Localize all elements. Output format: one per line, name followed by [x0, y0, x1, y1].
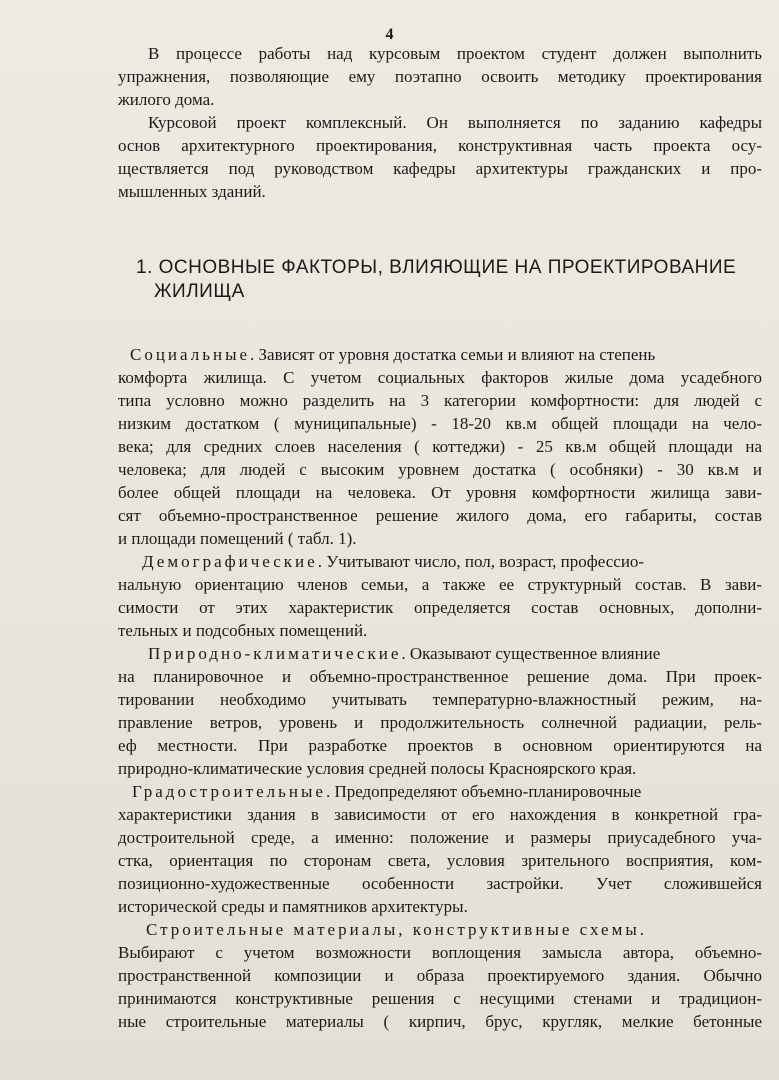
social-line: более общей площади на человека. От уровня комфортности жилища зави- — [118, 483, 762, 502]
urban-line: стка, ориентация по сторонам света, условия зрительного восприятия, ком- — [118, 851, 762, 870]
intro-line: Курсовой проект комплексный. Он выполняется по заданию кафедры — [148, 113, 762, 132]
materials-line: ные строительные материалы ( кирпич, брус, кругляк, мелкие бетонные — [118, 1012, 762, 1031]
social-text: . Зависят от уровня достатка семьи и влияют на степень — [250, 345, 656, 364]
demographic-line: нальную ориентацию членов семьи, а также ее структурный состав. В зави- — [118, 575, 762, 594]
climatic-line: природно-климатические условия средней полосы Красноярского края. — [118, 759, 637, 778]
materials-line: принимаются конструктивные решения с несущими стенами и традицион- — [118, 989, 762, 1008]
demographic-line: симости от этих характеристик определяется состав основных, дополни- — [118, 598, 762, 617]
urban-line: характеристики здания в зависимости от его нахождения в конкретной гра- — [118, 805, 762, 824]
urban-text: . Предопределяют объемно-планировочные — [325, 782, 642, 801]
intro-line: ществляется под руководством кафедры архитектуры гражданских и про- — [118, 159, 762, 178]
social-first-line — [130, 345, 762, 365]
intro-line: упражнения, позволяющие ему поэтапно освоить методику проектирования — [118, 67, 762, 86]
climatic-text: . Оказывают существенное влияние — [401, 644, 661, 663]
social-line: низким достатком ( муниципальные) - 18-20 кв.м общей площади на чело- — [118, 414, 762, 433]
climatic-line: тировании необходимо учитывать температурно-влажностный режим, на- — [118, 690, 762, 709]
term-demographic: Демографические — [142, 552, 318, 571]
urban-line: исторической среды и памятников архитектуры. — [118, 897, 468, 916]
social-line: и площади помещений ( табл. 1). — [118, 529, 357, 548]
climatic-line: правление ветров, уровень и продолжительность солнечной радиации, рель- — [118, 713, 762, 732]
intro-line: мышленных зданий. — [118, 182, 266, 201]
materials-line: Выбирают с учетом возможности воплощения замысла автора, объемно- — [118, 943, 762, 962]
term-social: Социальные — [130, 345, 251, 364]
demographic-first-line — [142, 552, 644, 572]
social-line: комфорта жилища. С учетом социальных факторов жилые дома усадебного — [118, 368, 762, 387]
page-number: 4 — [385, 26, 394, 43]
materials-first-line — [146, 920, 644, 940]
urban-line: позиционно-художественные особенности застройки. Учет сложившейся — [118, 874, 762, 893]
social-line: века; для средних слоев населения ( коттеджи) - 25 кв.м общей площади на — [118, 437, 762, 456]
materials-text: . — [639, 920, 645, 939]
demographic-line: тельных и подсобных помещений. — [118, 621, 368, 640]
climatic-line: еф местности. При разработке проектов в основном ориентируются на — [118, 736, 762, 755]
social-line: человека; для людей с высоким уровнем достатка ( особняки) - 30 кв.м и — [118, 460, 762, 479]
term-climatic: Природно-климатические — [148, 644, 402, 663]
section-heading: 1. ОСНОВНЫЕ ФАКТОРЫ, ВЛИЯЮЩИЕ НА ПРОЕКТИРОВАНИЕ — [136, 257, 737, 278]
section-heading-cont: ЖИЛИЩА — [154, 281, 245, 302]
demographic-text: . Учитывают число, пол, возраст, профессио- — [317, 552, 645, 571]
climatic-first-line — [148, 644, 660, 664]
intro-line: В процессе работы над курсовым проектом студент должен выполнить — [148, 44, 762, 63]
term-materials: Строительные материалы, конструктивные схемы — [146, 920, 640, 939]
intro-line: жилого дома. — [118, 90, 215, 109]
social-line: типа условно можно разделить на 3 категории комфортности: для людей с — [118, 391, 762, 410]
urban-line: достроительной среде, а именно: положение и размеры приусадебного уча- — [118, 828, 762, 847]
climatic-line: на планировочное и объемно-пространственное решение дома. При проек- — [118, 667, 762, 686]
term-urban: Градостроительные — [132, 782, 326, 801]
materials-line: пространственной композиции и образа проектируемого здания. Обычно — [118, 966, 762, 985]
urban-first-line — [132, 782, 641, 802]
social-line: сят объемно-пространственное решение жилого дома, его габариты, состав — [118, 506, 762, 525]
intro-line: основ архитектурного проектирования, конструктивная часть проекта осу- — [118, 136, 762, 155]
